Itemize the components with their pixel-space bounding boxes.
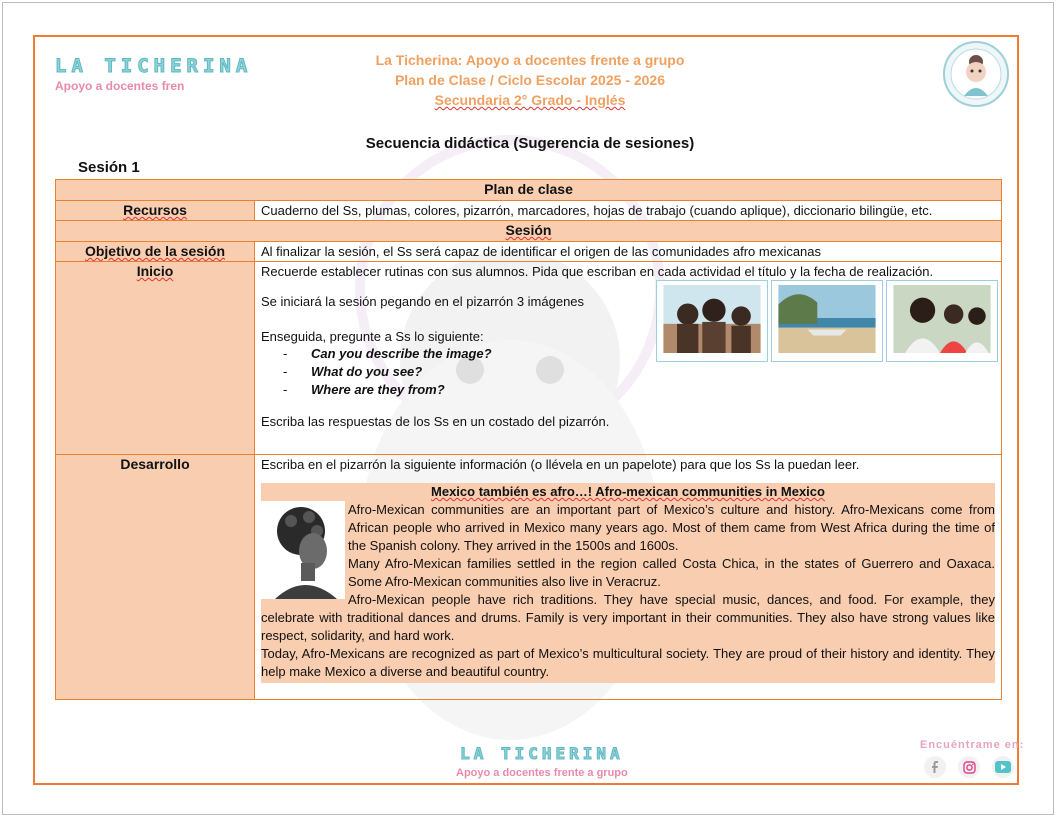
table-row bbox=[56, 262, 1002, 455]
inicio-paragraph-3: Enseguida, pregunte a Ss lo siguiente: bbox=[261, 329, 484, 344]
table-row bbox=[56, 242, 1002, 262]
objetivo-label bbox=[56, 242, 255, 262]
table-row bbox=[56, 221, 1002, 242]
people-photo-icon bbox=[661, 285, 763, 353]
instagram-icon bbox=[963, 761, 976, 774]
inicio-paragraph-2: Se iniciará la sesión pegando en el pizarrón 3 imágenes bbox=[261, 294, 585, 309]
prompt-image-women bbox=[886, 280, 998, 362]
brand-tagline: Apoyo a docentes fren bbox=[55, 79, 185, 93]
session-label: Sesión 1 bbox=[78, 159, 140, 176]
brand-logo-text: LA TICHERINA bbox=[55, 55, 253, 77]
youtube-link[interactable] bbox=[992, 756, 1014, 778]
footer-tagline: Apoyo a docentes frente a grupo bbox=[456, 767, 628, 779]
facebook-icon bbox=[929, 761, 941, 773]
list-item: - Where are they from? bbox=[283, 382, 445, 397]
sequence-title: Secuencia didáctica (Sugerencia de sesiones) bbox=[365, 135, 695, 152]
session-header-text: Sesión bbox=[505, 222, 552, 238]
reading-paragraph-4: Today, Afro-Mexicans are recognized as part of Mexico’s multicultural society. They are proud of their history and identity. They help make Mexico a diverse and beautiful country. bbox=[261, 646, 995, 679]
footer-logo-text: LA TICHERINA bbox=[460, 744, 624, 763]
beach-photo-icon bbox=[776, 285, 878, 353]
table-row bbox=[56, 455, 1002, 700]
prompt-image-beach bbox=[771, 280, 883, 362]
avatar-badge-icon bbox=[942, 40, 1010, 108]
desarrollo-label: Desarrollo bbox=[56, 455, 255, 700]
inicio-cell bbox=[255, 262, 1002, 455]
prompt-image-people bbox=[656, 280, 768, 362]
table-row bbox=[56, 180, 1002, 201]
header-line-3: Secundaria 2° Grado - Inglés bbox=[434, 92, 626, 108]
woman-portrait-icon bbox=[261, 501, 345, 599]
reading-paragraph-2: Many Afro-Mexican families settled in the region called Costa Chica, in the states of Guerrero and Oaxaca. Some Afro-Mexican communities also live in Veracruz. bbox=[348, 556, 995, 589]
recursos-text: Cuaderno del Ss, plumas, colores, pizarrón, marcadores, hojas de trabajo (cuando aplique), diccionario bilingüe, etc. bbox=[255, 201, 1002, 221]
list-item: - What do you see? bbox=[283, 364, 423, 379]
footer-brand bbox=[456, 743, 628, 779]
reading-title: Mexico también es afro…! Afro-mexican communities in Mexico bbox=[431, 484, 825, 499]
objetivo-label-text: Objetivo de la sesión bbox=[84, 243, 226, 259]
prompt-images bbox=[656, 280, 998, 362]
youtube-icon bbox=[995, 761, 1011, 773]
reading-paragraph-1: Afro-Mexican communities are an important part of Mexico’s culture and history. Afro-Mexicans come from African people who arrived in Mexico many years ago. Most of them came from West Africa during the time of the Spanish colony. They arrived in the 1500s and 1600s. bbox=[348, 502, 995, 553]
table-row bbox=[56, 201, 1002, 221]
facebook-link[interactable] bbox=[924, 756, 946, 778]
women-photo-icon bbox=[891, 285, 993, 353]
inicio-paragraph-4: Escriba las respuestas de los Ss en un costado del pizarrón. bbox=[261, 414, 610, 429]
reading-paragraph-3: Afro-Mexican people have rich traditions. They have special music, dances, and food. For example, they celebrate with traditional dances and drums. Family is very important in their communities. They also have strong values like respect, solidarity, and hard work. bbox=[261, 592, 995, 643]
objetivo-text: Al finalizar la sesión, el Ss será capaz de identificar el origen de las comunidades afro mexicanas bbox=[255, 242, 1002, 262]
list-item: - Can you describe the image? bbox=[283, 346, 492, 361]
inicio-paragraph-1: Recuerde establecer rutinas con sus alumnos. Pida que escriban en cada actividad el título y la fecha de realización. bbox=[261, 264, 934, 279]
social-label: Encuéntrame en: bbox=[920, 739, 1025, 751]
recursos-label-text: Recursos bbox=[123, 202, 187, 218]
inicio-label-text: Inicio bbox=[136, 263, 174, 279]
recursos-label bbox=[56, 201, 255, 221]
document-header bbox=[340, 50, 720, 110]
plan-header: Plan de clase bbox=[56, 180, 1002, 201]
inicio-label bbox=[56, 262, 255, 455]
lesson-plan-table bbox=[55, 179, 1002, 700]
header-line-2: Plan de Clase / Ciclo Escolar 2025 - 2026 bbox=[394, 72, 666, 88]
instagram-link[interactable] bbox=[958, 756, 980, 778]
reading-box bbox=[261, 483, 995, 683]
desarrollo-cell bbox=[255, 455, 1002, 700]
session-header bbox=[56, 221, 1002, 242]
brand-logo-block bbox=[55, 55, 252, 93]
desarrollo-intro: Escriba en el pizarrón la siguiente información (o llévela en un papelote) para que los Ss la puedan leer. bbox=[261, 457, 860, 472]
header-line-1: La Ticherina: Apoyo a docentes frente a grupo bbox=[375, 52, 685, 68]
